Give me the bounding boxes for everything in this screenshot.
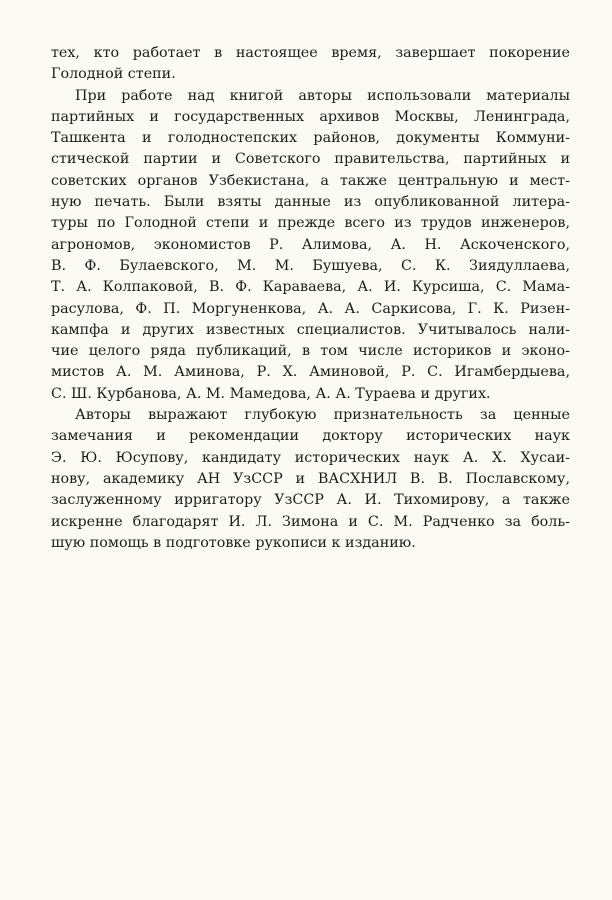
paragraph-2 bbox=[51, 86, 570, 405]
text-line: партийных и государственных архивов Москвы, Ленинграда, bbox=[51, 108, 570, 125]
text-line: советских органов Узбекистана, а также центральную и мест- bbox=[51, 172, 570, 189]
text-line: нову, академику АН УзССР и ВАСХНИЛ В. В. Пославскому, bbox=[51, 470, 570, 487]
text-line: агрономов, экономистов Р. Алимова, А. Н. Аскоченского, bbox=[51, 236, 570, 253]
text-line: шую помощь в подготовке рукописи к изданию. bbox=[51, 534, 416, 551]
text-line: чие целого ряда публикаций, в том числе историков и эконо- bbox=[51, 343, 570, 360]
text-line: расулова, Ф. П. Моргуненкова, А. А. Саркисова, Г. К. Ризен- bbox=[51, 300, 570, 317]
body-text bbox=[51, 43, 570, 554]
text-line: заслуженному ирригатору УзССР А. И. Тихомирову, а также bbox=[51, 492, 570, 509]
text-line: мистов А. М. Аминова, Р. Х. Аминовой, Р. С. Игамбердыева, bbox=[51, 364, 570, 381]
text-line: замечания и рекомендации доктору исторических наук bbox=[51, 428, 570, 445]
text-line: Авторы выражают глубокую признательность за ценные bbox=[75, 407, 570, 424]
text-line: стической партии и Советского правительства, партийных и bbox=[51, 151, 570, 168]
text-line: кампфа и других известных специалистов. Учитывалось нали- bbox=[51, 321, 570, 338]
text-line: Э. Ю. Юсупову, кандидату исторических наук А. Х. Хусаи- bbox=[51, 449, 570, 466]
text-line: тех, кто работает в настоящее время, завершает покорение bbox=[51, 45, 570, 61]
text-line: искренне благодарят И. Л. Зимона и С. М. Радченко за боль- bbox=[51, 513, 570, 530]
text-line: С. Ш. Курбанова, А. М. Мамедова, А. А. Тураева и других. bbox=[51, 385, 491, 402]
paragraph-3 bbox=[51, 405, 570, 554]
text-line: Голодной степи. bbox=[51, 66, 176, 83]
text-line: туры по Голодной степи и прежде всего из трудов инженеров, bbox=[51, 215, 570, 232]
text-line: В. Ф. Булаевского, М. М. Бушуева, С. К. Зиядуллаева, bbox=[51, 257, 570, 274]
text-line: ную печать. Были взяты данные из опубликованной литера- bbox=[51, 194, 570, 211]
paragraph-1 bbox=[51, 43, 570, 86]
text-line: Ташкента и голодностепских районов, документы Коммуни- bbox=[51, 130, 570, 147]
text-line: При работе над книгой авторы использовали материалы bbox=[75, 87, 570, 104]
text-line: Т. А. Колпаковой, В. Ф. Караваева, А. И. Курсиша, С. Мама- bbox=[51, 279, 570, 296]
